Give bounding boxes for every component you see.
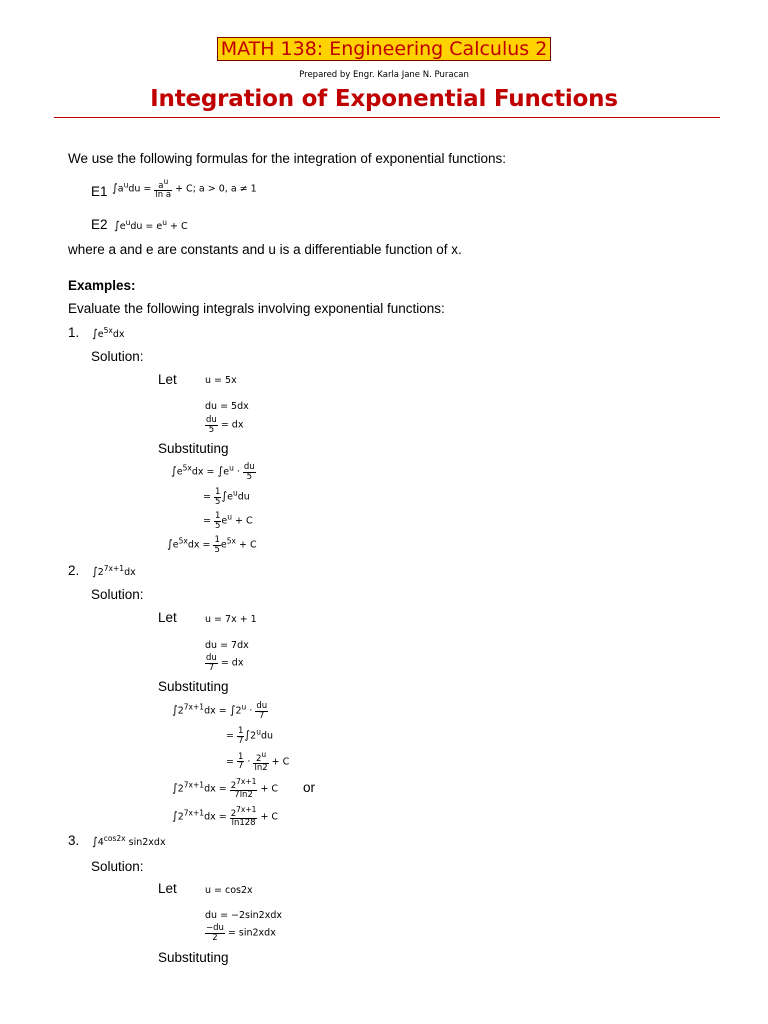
solution-2-label: Solution: <box>91 587 144 602</box>
let-1-label: Let <box>158 372 177 387</box>
p1-result: $\int e^{5x}dx$ = $\frac{1}{5}$ $e^{5x} + C$ <box>167 535 257 555</box>
p2-u-def: u = 7x + 1 <box>205 614 257 625</box>
let-2-label: Let <box>158 610 177 625</box>
prepared-by: Prepared by Engr. Karla Jane N. Puracan <box>299 70 469 80</box>
substituting-1-label: Substituting <box>158 441 229 456</box>
p1-du-frac: $\frac{du}{5}$ = dx <box>206 415 244 435</box>
p2-step-1: $\int 2^{7x+1}dx = \int 2^u$ · $\frac{du}{7}$ <box>172 701 268 721</box>
problem-2-integral: $\int 2^{7x+1}dx$ <box>92 564 136 579</box>
formula-e1-label: E1 <box>91 184 108 199</box>
substituting-3-label: Substituting <box>158 950 229 965</box>
p1-step-1: $\int e^{5x}dx = \int e^u$ · $\frac{du}{5}$ <box>171 462 255 482</box>
page-title: Integration of Exponential Functions <box>150 86 618 112</box>
problem-3-number: 3. <box>68 833 80 848</box>
solution-1-label: Solution: <box>91 349 144 364</box>
p2-du-frac: $\frac{du}{7}$ = dx <box>206 653 244 673</box>
or-label: or <box>303 780 316 795</box>
p2-step-2: = $\frac{1}{7}$ ∫2$^u$du <box>226 726 274 746</box>
p3-du-def: du = −2sin2xdx <box>205 910 282 921</box>
examples-instruction: Evaluate the following integrals involving exponential functions: <box>68 301 445 316</box>
formula-e1: $\int a^udu$ = $\frac{a^u}{\text{ln a}}$ + C; a > 0, a ≠ 1 <box>112 177 257 201</box>
p2-step-3: = $\frac{1}{7}$ · $\frac{2^u}{\ln 2}$ + C <box>226 750 290 774</box>
intro-text: We use the following formulas for the integration of exponential functions: <box>68 151 507 166</box>
solution-3-label: Solution: <box>91 859 144 874</box>
problem-1-integral: $\int e^{5x}dx$ <box>92 326 125 341</box>
p1-u-def: u = 5x <box>205 375 237 386</box>
p3-u-def: u = cos2x <box>205 885 253 896</box>
course-badge: MATH 138: Engineering Calculus 2 <box>217 37 552 61</box>
formula-e2: $\int e^udu = e^u + C$ <box>114 218 188 233</box>
examples-heading: Examples: <box>68 278 136 293</box>
p1-step-2: = $\frac{1}{5}$ $\int e^udu$ <box>203 487 250 507</box>
substituting-2-label: Substituting <box>158 679 229 694</box>
let-3-label: Let <box>158 881 177 896</box>
p1-step-3: = $\frac{1}{5}$ $e^u + C$ <box>203 511 253 531</box>
title-divider <box>54 117 720 118</box>
p3-du-frac: $\frac{-du}{2}$ = sin2xdx <box>206 923 276 943</box>
where-text: where a and e are constants and u is a differentiable function of x. <box>68 242 462 257</box>
course-title <box>0 38 768 60</box>
problem-2-number: 2. <box>68 563 80 578</box>
p1-du-def: du = 5dx <box>205 401 249 412</box>
p2-du-def: du = 7dx <box>205 640 249 651</box>
problem-3-integral: $\int 4^{cos2x}$ sin2xdx <box>92 834 166 849</box>
problem-1-number: 1. <box>68 325 80 340</box>
formula-e2-label: E2 <box>91 217 108 232</box>
p2-result-b: $\int 2^{7x+1}dx$ = $\frac{2^{7x+1}}{\ln 128}$ + C <box>172 805 279 829</box>
p2-result-a: $\int 2^{7x+1}dx$ = $\frac{2^{7x+1}}{7\ln 2}$ + C <box>172 777 279 801</box>
